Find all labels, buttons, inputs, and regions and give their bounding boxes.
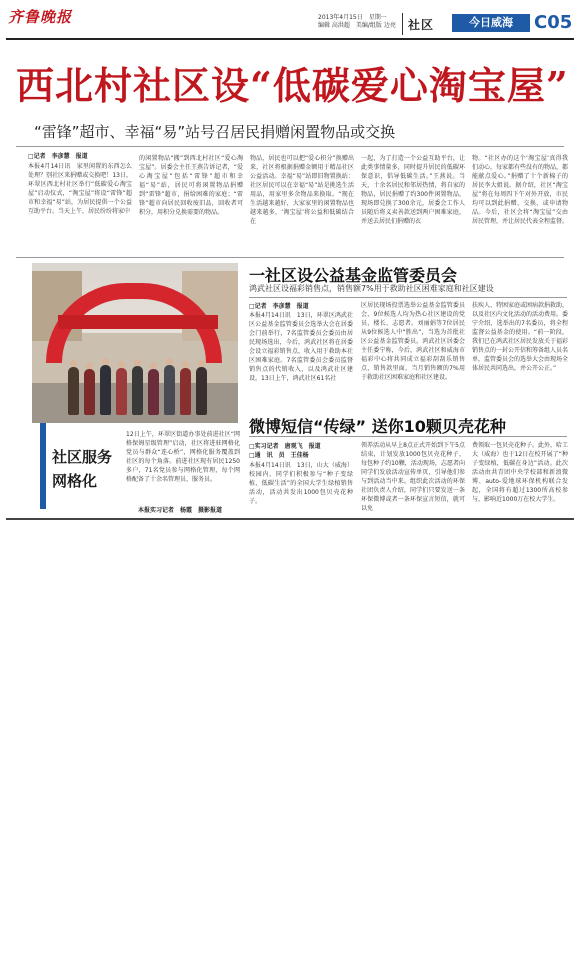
red-banner [58, 315, 218, 329]
divider [249, 436, 567, 437]
lead-column-5: 物。“社区办的这个‘淘宝屋’真得我们动心，每家都有些没有的物品，都能献点爱心。”捐赠了十个新棉子的居民李大姐说。据介绍，社区“淘宝屋”将在每周四下午对外开放，市民均可以到此捐赠、交换，或申请物品。今后，社区会将“淘宝屋”交由居民管理，并让居民代表全程监督。 [472, 155, 568, 225]
newspaper-logo: 齐鲁晚报 [8, 8, 73, 26]
lead-headline-part-b: “低碳爱心淘宝屋” [250, 63, 569, 108]
section-tag: 今日威海 [452, 14, 530, 32]
story3-title-part-b: 送你10颗贝壳花种 [371, 417, 506, 436]
lead-subhead: “雷锋”超市、幸福“易”站号召居民捐赠闲置物品或交换 [34, 123, 396, 141]
lead-column-2: 的闲置物品“搬”到西北村社区“爱心淘宝屋”。居委会主任王燕告诉记者，“爱心淘宝屋”包括“雷锋”超市和幸福“易”站，居民可将闲置物品捐赠到“雷锋”超市，捐给困难的家庭；“雷锋”超市向居民回收废旧品，回收者可积分，用积分兑换需要的物品。 [139, 155, 243, 216]
story2-title: 一社区设公益基金监管委员会 [249, 266, 458, 285]
lead-headline [16, 64, 569, 108]
header-meta [318, 14, 404, 30]
photo-story-title: 社区服务 网格化 [52, 448, 113, 490]
masthead [6, 4, 574, 40]
editor-line: 编辑 高洪超 美编/组版 边亮 [318, 22, 396, 29]
photo-caption: 12日上午，环翠区街道办事处前进社区“网格保姆星级管理”启动，社区将进驻网格化党员与群众“连心桥”，网格化服务覆盖到社区的每个角落。前进社区现有居民1250多户，71名党员参与网格化管理，每个网格配备了十余名管理员、服务员。 [126, 431, 240, 483]
story3-column-1: 本报4月14日讯 13日，山大（威海）校园内，同学们积极参与“种子变绿植，低碳生活”的全国大学生绿植销售活动，活动共发出1000包贝壳花种子。 [249, 462, 353, 505]
story3-column-3: 费领取一包贝壳花种子。此外，哈工大（威海）也于12日在校开展了“种子变绿植，低碳在身边”活动。此次活动由共青团中央学校部和新浪微博、auto-爱地球环保机构联合发起，全国将有超过1300所高校参与，影响近1000万在校大学生。 [472, 442, 568, 503]
lead-byline: □记者 李彦慧 报道 [28, 153, 88, 160]
divider [16, 257, 564, 258]
lead-column-1: 本报4月14日讯 家里闲置的东西怎么处理？别社区来捐赠或交换吧！13日，环翠区西北村社区举行“低碳爱心淘宝屋”启动仪式，“淘宝屋”将设“雷锋”超市和幸福“易”站，为居民提供一个公益互助平台。当天上午，居民纷纷将家中 [28, 163, 132, 215]
story3-title-part-a: 微博短信“传绿” [249, 417, 367, 436]
date-line: 2013年4月15日 星期一 [318, 14, 387, 21]
story2-subtitle: 鸿武社区设福彩销售点，销售额7%用于救助社区困难家庭和社区建设 [249, 284, 494, 293]
header-separator [402, 13, 403, 35]
story3-byline-b: □通 讯 员 王佳杨 [249, 452, 309, 459]
newspaper-page [6, 4, 574, 520]
accent-bar [40, 423, 46, 509]
story2-column-1: 本报4月14日讯 13日，环翠区鸿武社区公益基金监管委员会选举大会在居委会门前举行，7名监管委员会委员由居民现场选出，今后，鸿武社区将在居委会设立福彩销售点，收入用于救助本社区困难家庭。7名监管委员会委员监督销售点的代销收入，以及鸿武社区建设。13日上午，鸿武社区61名社 [249, 312, 353, 382]
photo-credit: 本报实习记者 杨霞 摄影报道 [138, 507, 223, 514]
lead-column-3: 物品，居民也可以把“爱心积分”换赠出来，社区将根据捐赠金额用于精品社区公益活动。幸福“易”站即旧物置换站：社区居民可以在幸福“易”站是挑选生活用品，用家里多余物品来换取。“现在生活越来越好，大家家里的闲置物品也越来越多，‘淘宝屋’将公益和低碳结合在 [250, 155, 354, 225]
news-photo [32, 263, 238, 423]
story2-byline: □记者 李彦慧 报道 [249, 303, 309, 310]
divider [16, 146, 564, 147]
story2-column-3: 扶疾人、特困家庭或困病款捐救助，以及社区内文化活动的活动费用。委宁介绍，选举出的7名委员，将全程监督公益基金的使用。“前一阶段，我们已在鸿武社区居民发放关于福彩销售点的一封公开信和筹备组人员名单，监管委员会的选举大会由现场全体居民共同选出，并公开公正。” [472, 302, 568, 372]
lead-headline-part-a: 西北村社区设 [16, 63, 251, 108]
lead-column-4: 一起，为了打造一个公益互助平台，让此类事情量多，同时提升居民的低碳环保意识，倡导低碳生活。”王燕说。当天，十余名居民和邻居热情，将自家的物品，居民捐赠了约300件闲置物品，现场即兑换了300余元，居委会工作人员随后将义卖善款送到两户困难家庭，并送去居民们捐赠的衣 [361, 155, 465, 225]
story2-column-2: 区居民现场投票选举公益基金监管委员会，9位候选人均为热心社区建设的党员，楼长、志愿者。刘丽娟等7位居民从9位候选人中“胜出”，当选为首批社区公益基金监管委员。鸿武社区居委会主任委宁称，今后，鸿武社区和威海市福彩中心将共同成立福彩刮刮乐销售点，销售款里面，当月销售额的7%用于救助社区困难家庭和社区建设。 [361, 302, 465, 381]
section-name: 社区 [408, 18, 435, 32]
story3-column-2: 领养活动从早上8点正式开始到下午5点结束，计划发放1000包贝壳花种子，每包种子约10颗，活动现场，志愿者向同学们发放活动宣传单页，引导他们参与到活动当中来。组织此次活动的环保社团负责人介绍，同学们只要发送一条环保微博或者一条环保宣言短信，就可以免 [361, 442, 465, 512]
story3-byline-a: □实习记者 唐观飞 报道 [249, 443, 321, 450]
story3-title [249, 414, 506, 437]
page-number: C05 [534, 12, 573, 33]
divider [249, 297, 567, 298]
